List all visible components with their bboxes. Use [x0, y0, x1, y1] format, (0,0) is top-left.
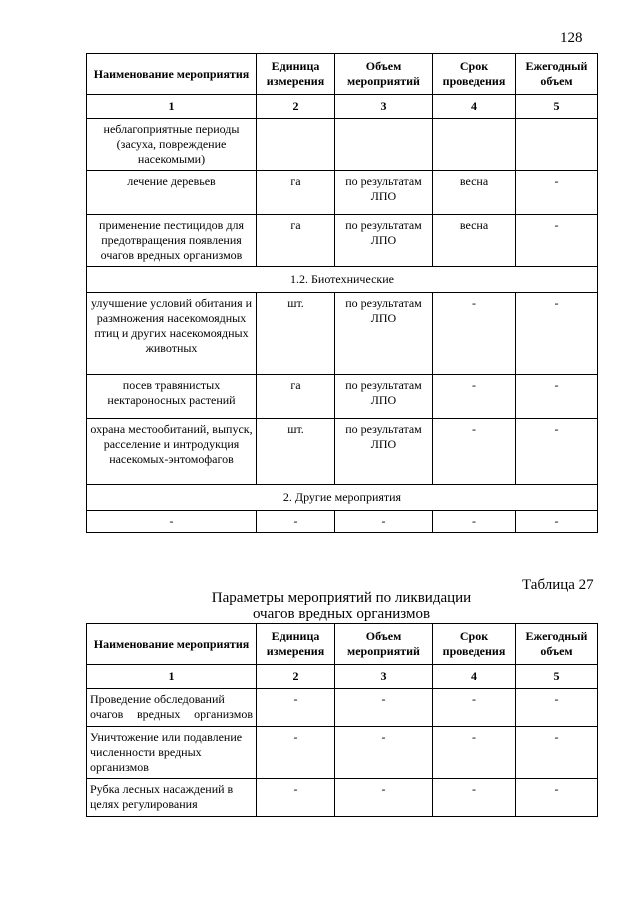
cell: -	[516, 689, 598, 727]
cell	[433, 119, 516, 171]
cell: лечение деревьев	[87, 171, 257, 215]
cell: -	[433, 779, 516, 817]
table-row	[87, 375, 598, 419]
cell: Проведение обследований очагов вредных организмов	[87, 689, 257, 727]
table-row	[87, 779, 598, 817]
cell: улучшение условий обитания и размножения насекомоядных птиц и других насекомоядных животных	[87, 293, 257, 375]
cell: по результатам ЛПО	[335, 375, 433, 419]
col-num: 5	[516, 95, 598, 119]
section-title: 2. Другие мероприятия	[87, 485, 598, 511]
cell: -	[257, 779, 335, 817]
cell: -	[335, 511, 433, 533]
header-term: Срок проведения	[433, 54, 516, 95]
header-volume: Объем мероприятий	[335, 624, 433, 665]
table-row	[87, 119, 598, 171]
table-row	[87, 727, 598, 779]
cell: применение пестицидов для предотвращения появления очагов вредных организмов	[87, 215, 257, 267]
header-volume: Объем мероприятий	[335, 54, 433, 95]
cell: -	[335, 727, 433, 779]
cell: га	[257, 171, 335, 215]
cell: -	[516, 215, 598, 267]
col-num: 4	[433, 665, 516, 689]
cell	[516, 119, 598, 171]
header-annual: Ежегодный объем	[516, 54, 598, 95]
cell: -	[257, 689, 335, 727]
cell: га	[257, 215, 335, 267]
table-row	[87, 215, 598, 267]
page-number: 128	[560, 30, 583, 46]
section-title: 1.2. Биотехнические	[87, 267, 598, 293]
col-num: 5	[516, 665, 598, 689]
cell: весна	[433, 215, 516, 267]
cell: по результатам ЛПО	[335, 419, 433, 485]
table-row	[87, 293, 598, 375]
header-name: Наименование мероприятия	[87, 54, 257, 95]
col-num: 2	[257, 665, 335, 689]
col-num: 1	[87, 665, 257, 689]
table-row	[87, 511, 598, 533]
col-num: 3	[335, 665, 433, 689]
section-row-biotech	[87, 267, 598, 293]
col-num: 2	[257, 95, 335, 119]
cell: шт.	[257, 419, 335, 485]
cell: -	[516, 375, 598, 419]
cell: -	[433, 727, 516, 779]
cell: -	[257, 727, 335, 779]
column-number-row	[87, 95, 598, 119]
cell: -	[433, 511, 516, 533]
cell: -	[87, 511, 257, 533]
col-num: 1	[87, 95, 257, 119]
column-number-row	[87, 665, 598, 689]
cell: по результатам ЛПО	[335, 215, 433, 267]
header-annual: Ежегодный объем	[516, 624, 598, 665]
cell: -	[433, 419, 516, 485]
cell: Рубка лесных насаждений в целях регулирования	[87, 779, 257, 817]
cell: Уничтожение или подавление численности вредных организмов	[87, 727, 257, 779]
cell: -	[516, 727, 598, 779]
cell: -	[433, 689, 516, 727]
liquidation-measures-table	[86, 623, 598, 817]
cell: охрана местообитаний, выпуск, расселение и интродукция насекомых-энтомофагов	[87, 419, 257, 485]
table-row	[87, 689, 598, 727]
cell: га	[257, 375, 335, 419]
header-term: Срок проведения	[433, 624, 516, 665]
cell: весна	[433, 171, 516, 215]
section-row-other	[87, 485, 598, 511]
table-row	[87, 171, 598, 215]
table-label: Таблица 27	[522, 577, 594, 593]
cell: -	[516, 779, 598, 817]
cell: по результатам ЛПО	[335, 293, 433, 375]
table-header-row	[87, 54, 598, 95]
cell: -	[516, 419, 598, 485]
table-header-row	[87, 624, 598, 665]
cell: неблагоприятные периоды (засуха, повреждение насекомыми)	[87, 119, 257, 171]
caption-line-2: очагов вредных организмов	[252, 606, 431, 622]
measures-table-continued	[86, 53, 598, 533]
col-num: 4	[433, 95, 516, 119]
cell: -	[516, 293, 598, 375]
cell: -	[257, 511, 335, 533]
cell: -	[516, 171, 598, 215]
cell: шт.	[257, 293, 335, 375]
cell: -	[433, 375, 516, 419]
col-num: 3	[335, 95, 433, 119]
header-name: Наименование мероприятия	[87, 624, 257, 665]
cell	[335, 119, 433, 171]
header-unit: Единица измерения	[257, 54, 335, 95]
table-caption	[86, 590, 597, 622]
cell: -	[516, 511, 598, 533]
table-row	[87, 419, 598, 485]
cell: посев травянистых нектароносных растений	[87, 375, 257, 419]
caption-line-1: Параметры мероприятий по ликвидации	[211, 590, 472, 606]
cell: по результатам ЛПО	[335, 171, 433, 215]
header-unit: Единица измерения	[257, 624, 335, 665]
cell: -	[433, 293, 516, 375]
cell: -	[335, 779, 433, 817]
cell	[257, 119, 335, 171]
cell: -	[335, 689, 433, 727]
